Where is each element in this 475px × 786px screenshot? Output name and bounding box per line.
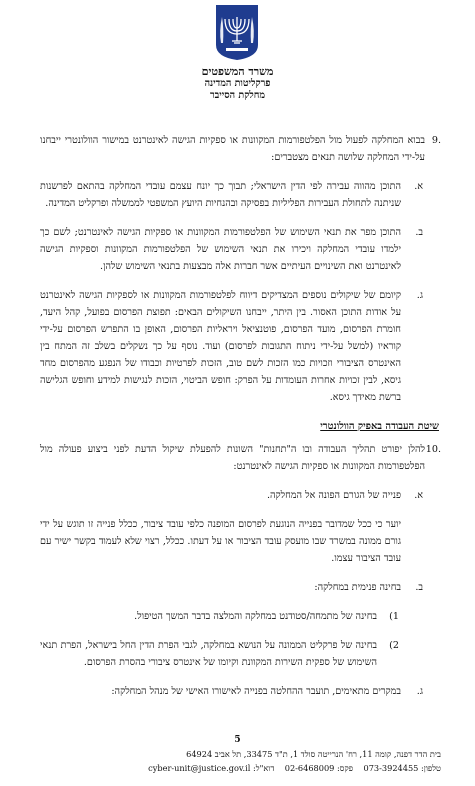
footer-contact-line xyxy=(30,761,441,775)
item-text: התוכן מהווה עבירה לפי הדין הישראלי; תבוך כך יונח עצמם עובדי המחלקה בהתאם לפרשנות שניתנה לתחולת העבירות הפליליות בפסיקה ובהנחיות היועץ המשפטי לממשלה ופרקליט המדינה. xyxy=(40,181,401,209)
step-note: יוער כי ככל שמדובר בפנייה הנוגעת לפרסום המופנה כלפי עובד ציבור, ככלל פנייה זו תוגש על ידי גורם ממונה במשרד שבו מועסק עובד הציבור או על דעתו. ככלל, רצוי שלא לעמוד בקשר ישיר עם עובד הציבור עצמו. xyxy=(40,519,401,564)
document-body xyxy=(40,132,439,712)
substep-number: 2) xyxy=(389,640,399,651)
item-letter: ב. xyxy=(415,227,423,238)
email-address[interactable]: cyber-unit@justice.gov.il xyxy=(148,763,251,773)
paragraph-number: .9 xyxy=(431,135,441,146)
paragraph-text: בבוא המחלקה לפעול מול הפלטפורמות המקוונות או ספקיות הגישה לאינטרנט במישור הוולונטרי ייבחנו על-ידי המחלקה שלושה תנאים מצטברים: xyxy=(40,135,425,163)
review-substep xyxy=(40,608,439,625)
office-name: פרקליטות המדינה xyxy=(204,78,271,89)
paragraph-9 xyxy=(40,132,439,166)
footer-contact xyxy=(30,747,441,775)
state-emblem-icon xyxy=(214,3,260,61)
item-text: בחינה פנימית במחלקה: xyxy=(314,582,401,593)
substep-number: 1) xyxy=(389,611,399,622)
item-letter: א. xyxy=(414,490,423,501)
process-step xyxy=(40,579,439,596)
department-name: מחלקת הסייבר xyxy=(210,90,265,101)
paragraph-10 xyxy=(40,441,439,475)
item-text: פנייה של הגורם הפונה אל המחלקה. xyxy=(266,490,401,501)
process-step xyxy=(40,487,439,504)
substep-text: בחינה של פרקליט הממונה על הנושא במחלקה, לגבי הפרת הדין החל בישראל, הפרת תנאי השימוש של ספקית השירות המקוונת וקיומו של אינטרס ציבורי בהסרת הפרסום. xyxy=(40,640,377,668)
item-letter: ג. xyxy=(416,686,423,697)
paragraph-number: .10 xyxy=(425,444,441,455)
substep-text: בחינה של מתמחה/סטודנט במחלקה והמלצה בדבר המשך הטיפול. xyxy=(134,611,377,622)
footer-address: בית הדר דפנה, קומה 11, רח' הנרייטה סולד 1, ת"ד 33475, תל אביב 64924 xyxy=(186,749,441,759)
condition-item xyxy=(40,178,439,212)
paragraph-text: להלן יפורט תהליך העבודה ובו ה"תחנות" השונות להפעלת שיקול הדעת לפני ביצוע פעולה מול הפלטפורמות המקוונות או ספקיות הגישה לאינטרנט: xyxy=(40,444,425,472)
letterhead xyxy=(0,66,475,102)
process-step xyxy=(40,683,439,700)
email-label: דוא"ל: xyxy=(253,763,275,773)
item-letter: ב. xyxy=(415,582,423,593)
section-title: שיטת העבודה באפיק הוולונטרי xyxy=(320,421,439,432)
item-letter: ג. xyxy=(416,290,423,301)
condition-item xyxy=(40,287,439,406)
item-text: התוכן מפר את תנאי השימוש של הפלטפורמות המקוונות או ספקיות הגישה לאינטרנט; לשם כך ילמדו עובדי המחלקה ויכירו את תנאי השימוש של הפלטפורמות המקוונות וספקיות הגישה לאינטרנט ואת השינויים העיתיים אשר חברות אלה מבצעות בתנאי השימוש שלהן. xyxy=(40,227,401,272)
phone-label: טלפון: xyxy=(420,763,441,773)
item-letter: א. xyxy=(414,181,423,192)
item-text: קיומם של שיקולים נוספים המצדיקים דיווח לפלטפורמות המקוונות או לספקיות הגישה לאינטרנט על אודות התוכן האסור. בין היתר, ייבחנו השיקולים הבאים: תפוצת הפרסום בפועל, קהל היעד, חומרת הפרסום, מועד הפרסום, פוטנציאל ויראליות הפרסום, האופן בו התפרש הפרסום על-ידי קוראיו (למשל על-ידי ניתוח התגובות לפרסום) ועוד. נוסף על כך נשקלים בשלב זה המתח בין האינטרס הציבורי וזכויות כמו הזכות לשם טוב, הזכות לפרטיות וכבודו של הנפגע מהפרסום מחד גיסא, לבין זכויות אחרות העומדות על הפרק: חופש הביטוי, הזכות לנגישות למידע וחופש הגלישה ברשת מאידך גיסא. xyxy=(40,290,401,403)
item-text: במקרים מתאימים, תועבר ההחלטה בפנייה לאישורו האישי של מנהל המחלקה: xyxy=(111,686,401,697)
fax-label: פקס: xyxy=(337,763,354,773)
review-substep xyxy=(40,637,439,671)
condition-item xyxy=(40,224,439,275)
ministry-name: משרד המשפטים xyxy=(201,65,274,78)
fax-number: 02-6468009 xyxy=(284,763,335,773)
phone-number: 073-3924455 xyxy=(363,763,419,773)
page-number: 5 xyxy=(234,735,241,745)
